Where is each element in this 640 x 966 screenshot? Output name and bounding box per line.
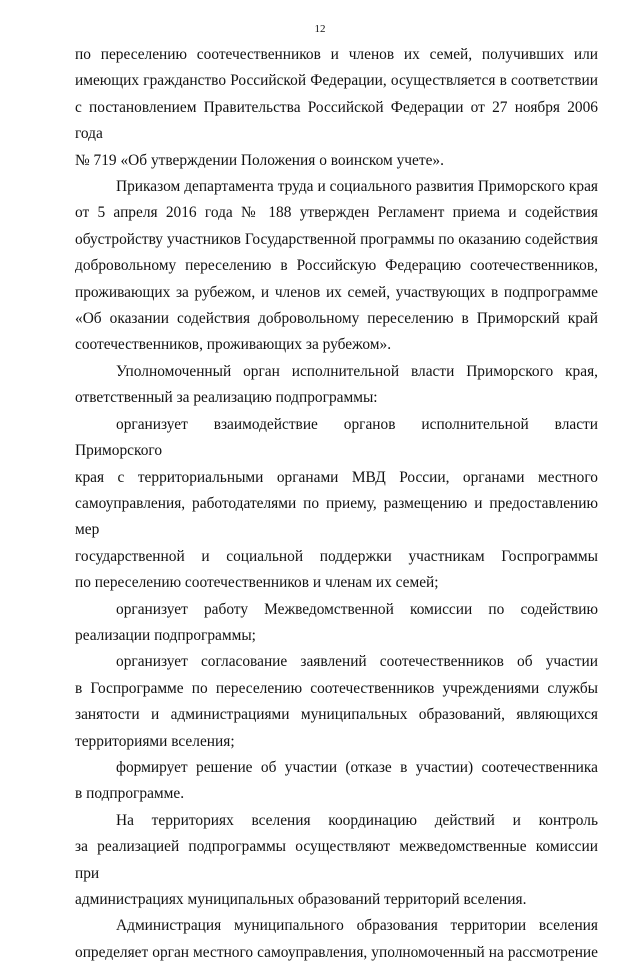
text-line: организует взаимодействие органов исполнительной власти Приморского	[75, 415, 598, 460]
text-line: самоуправления, работодателями по приему, размещению и предоставлению мер	[75, 494, 598, 539]
paragraph-p7	[75, 755, 598, 808]
text-line: от 5 апреля 2016 года № 188 утвержден Регламент приема и содействия	[75, 204, 598, 222]
paragraph-p3	[75, 359, 598, 412]
text-line: ответственный за реализацию подпрограммы:	[75, 389, 378, 407]
text-line: за реализацией подпрограммы осуществляют межведомственные комиссии при	[75, 838, 598, 882]
paragraph-p8	[75, 808, 598, 914]
text-line: Уполномоченный орган исполнительной власти Приморского края,	[116, 362, 598, 380]
text-line: Администрация муниципального образования территории вселения	[116, 917, 598, 935]
page-number: 12	[314, 23, 326, 35]
paragraph-p6	[75, 649, 598, 755]
text-line: соотечественников, проживающих за рубежом».	[75, 336, 392, 354]
text-line: имеющих гражданство Российской Федерации, осуществляется в соответствии	[75, 72, 598, 90]
text-line: проживающих за рубежом, и членов их семей, участвующих в подпрограмме	[75, 283, 598, 301]
text-line: в Госпрограмме по переселению соотечественников учреждениями службы	[75, 679, 598, 697]
document-body	[75, 42, 598, 966]
text-line: администрациях муниципальных образований территорий вселения.	[75, 891, 527, 908]
text-line: в подпрограмме.	[75, 785, 185, 803]
paragraph-p5	[75, 597, 598, 650]
text-line: определяет орган местного самоуправления, уполномоченный на рассмотрение	[75, 943, 598, 961]
text-line: территориями вселения;	[75, 732, 235, 750]
text-line: с постановлением Правительства Российской Федерации от 27 ноября 2006 года	[75, 98, 598, 143]
text-line: Приказом департамента труда и социального развития Приморского края	[116, 178, 598, 196]
text-line: края с территориальными органами МВД России, органами местного	[75, 468, 598, 486]
text-line: занятости и администрациями муниципальных образований, являющихся	[75, 706, 598, 724]
paragraph-p1	[75, 42, 598, 174]
paragraph-p9	[75, 913, 598, 966]
text-line: организует работу Межведомственной комиссии по содействию	[116, 600, 598, 618]
text-line: На территориях вселения координацию действий и контроль	[116, 811, 598, 829]
text-line: формирует решение об участии (отказе в участии) соотечественника	[116, 758, 598, 776]
text-line: организует согласование заявлений соотечественников об участии	[116, 653, 598, 671]
text-line: государственной и социальной поддержки участникам Госпрограммы	[75, 547, 598, 565]
text-line: № 719 «Об утверждении Положения о воинском учете».	[75, 151, 444, 169]
text-line: обустройству участников Государственной программы по оказанию содействия	[75, 230, 598, 248]
text-line: реализации подпрограммы;	[75, 626, 256, 644]
text-line: добровольному переселению в Российскую Федерацию соотечественников,	[75, 257, 598, 275]
paragraph-p4	[75, 412, 598, 597]
paragraph-p2	[75, 174, 598, 359]
text-line: по переселению соотечественников и членам их семей;	[75, 574, 439, 592]
text-line: по переселению соотечественников и членов их семей, получивших или	[75, 46, 598, 63]
text-line: «Об оказании содействия добровольному переселению в Приморский край	[75, 310, 598, 328]
